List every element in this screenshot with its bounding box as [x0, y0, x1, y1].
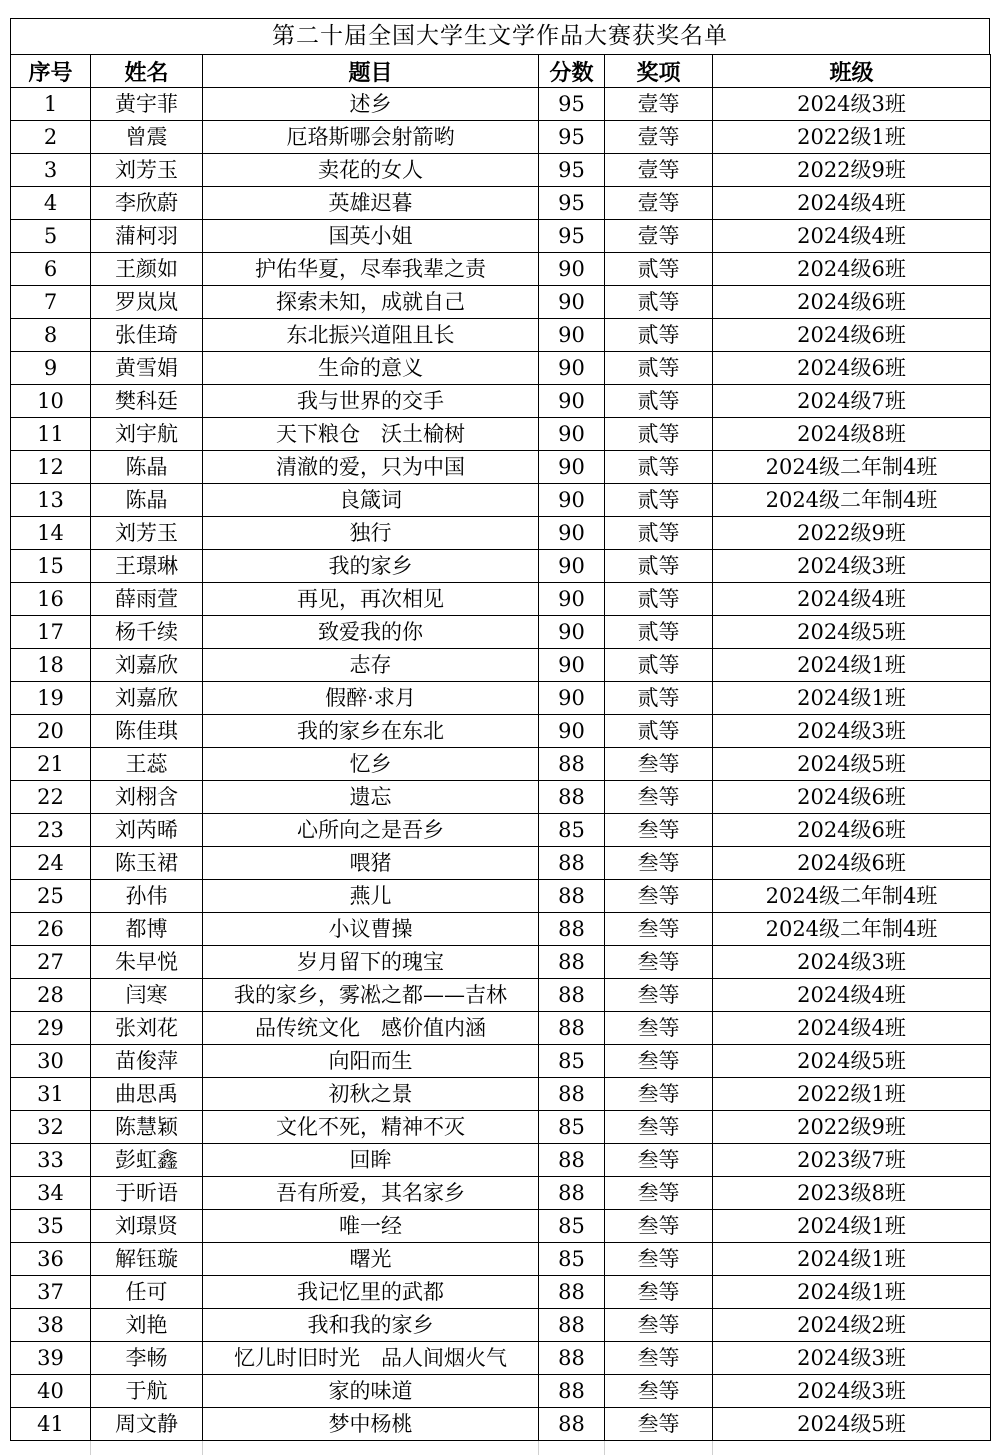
cell-score: 85	[539, 1210, 605, 1243]
cell-score: 88	[539, 781, 605, 814]
cell-topic: 再见，再次相见	[203, 583, 539, 616]
table-row	[11, 121, 991, 154]
cell-score: 95	[539, 220, 605, 253]
table-row	[11, 220, 991, 253]
header-topic: 题目	[203, 55, 539, 88]
cell-class: 2024级6班	[713, 253, 991, 286]
cell-index: 20	[11, 715, 91, 748]
table-tail	[11, 1441, 991, 1455]
cell-score: 90	[539, 715, 605, 748]
cell-award: 贰等	[605, 286, 713, 319]
table-row	[11, 1144, 991, 1177]
table-row	[11, 682, 991, 715]
cell-index: 19	[11, 682, 91, 715]
cell-topic: 英雄迟暮	[203, 187, 539, 220]
cell-score: 88	[539, 1177, 605, 1210]
table-row	[11, 253, 991, 286]
cell-name: 张佳琦	[91, 319, 203, 352]
cell-topic: 向阳而生	[203, 1045, 539, 1078]
cell-topic: 生命的意义	[203, 352, 539, 385]
cell-award: 壹等	[605, 121, 713, 154]
cell-class: 2022级9班	[713, 1111, 991, 1144]
table-row	[11, 517, 991, 550]
cell-score: 88	[539, 979, 605, 1012]
cell-award: 贰等	[605, 451, 713, 484]
cell-index: 32	[11, 1111, 91, 1144]
cell-award: 叁等	[605, 1342, 713, 1375]
cell-award: 叁等	[605, 1177, 713, 1210]
cell-award: 壹等	[605, 220, 713, 253]
table-row	[11, 1342, 991, 1375]
cell-score: 90	[539, 418, 605, 451]
cell-class: 2024级4班	[713, 979, 991, 1012]
cell-topic: 吾有所爱，其名家乡	[203, 1177, 539, 1210]
cell-topic: 回眸	[203, 1144, 539, 1177]
cell-name: 任可	[91, 1276, 203, 1309]
cell-class: 2024级6班	[713, 286, 991, 319]
cell-index: 22	[11, 781, 91, 814]
cell-topic: 我与世界的交手	[203, 385, 539, 418]
cell-score: 88	[539, 1309, 605, 1342]
cell-name: 刘芳玉	[91, 517, 203, 550]
cell-topic: 忆乡	[203, 748, 539, 781]
cell-score: 90	[539, 616, 605, 649]
cell-name: 黄雪娟	[91, 352, 203, 385]
cell-name: 张刘花	[91, 1012, 203, 1045]
cell-topic: 曙光	[203, 1243, 539, 1276]
table-row	[11, 88, 991, 121]
cell-score: 88	[539, 1408, 605, 1441]
cell-topic: 喂猪	[203, 847, 539, 880]
cell-name: 刘璟贤	[91, 1210, 203, 1243]
cell-class: 2024级3班	[713, 946, 991, 979]
cell-award: 叁等	[605, 1045, 713, 1078]
cell-name: 都博	[91, 913, 203, 946]
cell-index: 9	[11, 352, 91, 385]
cell-award: 壹等	[605, 187, 713, 220]
cell-name: 于航	[91, 1375, 203, 1408]
cell-topic: 忆儿时旧时光 品人间烟火气	[203, 1342, 539, 1375]
table-row	[11, 484, 991, 517]
table-row	[11, 319, 991, 352]
cell-class: 2024级4班	[713, 1012, 991, 1045]
cell-class: 2024级6班	[713, 814, 991, 847]
cell-class: 2024级二年制4班	[713, 484, 991, 517]
table-row	[11, 1111, 991, 1144]
cell-award: 壹等	[605, 154, 713, 187]
cell-name: 杨千续	[91, 616, 203, 649]
cell-name: 陈玉裙	[91, 847, 203, 880]
cell-score: 88	[539, 1342, 605, 1375]
cell-topic: 我和我的家乡	[203, 1309, 539, 1342]
cell-award: 叁等	[605, 1408, 713, 1441]
cell-class: 2024级1班	[713, 682, 991, 715]
cell-score: 95	[539, 121, 605, 154]
cell-score: 88	[539, 1276, 605, 1309]
cell-class: 2024级6班	[713, 352, 991, 385]
cell-name: 彭虹鑫	[91, 1144, 203, 1177]
cell-award: 贰等	[605, 253, 713, 286]
cell-score: 85	[539, 814, 605, 847]
table-body	[11, 88, 991, 1441]
table-row	[11, 418, 991, 451]
cell-topic: 梦中杨桃	[203, 1408, 539, 1441]
cell-index: 33	[11, 1144, 91, 1177]
cell-topic: 清澈的爱，只为中国	[203, 451, 539, 484]
cell-name: 王颜如	[91, 253, 203, 286]
table-row	[11, 814, 991, 847]
cell-class: 2024级2班	[713, 1309, 991, 1342]
cell-topic: 燕儿	[203, 880, 539, 913]
cell-class: 2024级4班	[713, 220, 991, 253]
cell-topic: 心所向之是吾乡	[203, 814, 539, 847]
cell-topic: 遗忘	[203, 781, 539, 814]
cell-score: 90	[539, 682, 605, 715]
table-row	[11, 913, 991, 946]
cell-topic: 我的家乡	[203, 550, 539, 583]
cell-class: 2023级8班	[713, 1177, 991, 1210]
cell-class: 2024级5班	[713, 1408, 991, 1441]
cell-award: 叁等	[605, 1210, 713, 1243]
table-row	[11, 1210, 991, 1243]
cell-score: 88	[539, 946, 605, 979]
cell-topic: 文化不死，精神不灭	[203, 1111, 539, 1144]
cell-score: 95	[539, 88, 605, 121]
cell-class: 2024级1班	[713, 1243, 991, 1276]
cell-topic: 良箴词	[203, 484, 539, 517]
cell-index: 37	[11, 1276, 91, 1309]
cell-index: 23	[11, 814, 91, 847]
cell-name: 李畅	[91, 1342, 203, 1375]
cell-index: 40	[11, 1375, 91, 1408]
cell-name: 陈晶	[91, 451, 203, 484]
cell-class: 2024级二年制4班	[713, 880, 991, 913]
table-row	[11, 946, 991, 979]
cell-class: 2024级3班	[713, 1342, 991, 1375]
cell-topic: 述乡	[203, 88, 539, 121]
cell-index: 39	[11, 1342, 91, 1375]
cell-award: 叁等	[605, 1375, 713, 1408]
cell-name: 蒲柯羽	[91, 220, 203, 253]
cell-award: 贰等	[605, 484, 713, 517]
cell-class: 2024级5班	[713, 616, 991, 649]
table-row	[11, 1012, 991, 1045]
table-row	[11, 616, 991, 649]
table-row	[11, 385, 991, 418]
cell-name: 刘芮晞	[91, 814, 203, 847]
cell-index: 36	[11, 1243, 91, 1276]
cell-score: 90	[539, 352, 605, 385]
cell-score: 90	[539, 649, 605, 682]
cell-name: 曾震	[91, 121, 203, 154]
table-row	[11, 286, 991, 319]
cell-name: 王蕊	[91, 748, 203, 781]
table-row	[11, 1243, 991, 1276]
cell-score: 90	[539, 253, 605, 286]
header-name: 姓名	[91, 55, 203, 88]
cell-score: 88	[539, 1012, 605, 1045]
cell-class: 2024级7班	[713, 385, 991, 418]
cell-score: 95	[539, 154, 605, 187]
cell-score: 88	[539, 1375, 605, 1408]
table-row	[11, 187, 991, 220]
cell-class: 2024级5班	[713, 1045, 991, 1078]
table-row	[11, 1375, 991, 1408]
cell-name: 陈晶	[91, 484, 203, 517]
cell-name: 曲思禹	[91, 1078, 203, 1111]
cell-class: 2024级1班	[713, 1210, 991, 1243]
cell-class: 2023级7班	[713, 1144, 991, 1177]
cell-name: 周文静	[91, 1408, 203, 1441]
cell-topic: 岁月留下的瑰宝	[203, 946, 539, 979]
header-row	[11, 55, 991, 88]
cell-name: 刘嘉欣	[91, 682, 203, 715]
cell-score: 88	[539, 1144, 605, 1177]
header-index: 序号	[11, 55, 91, 88]
cell-score: 90	[539, 385, 605, 418]
cell-class: 2024级1班	[713, 1276, 991, 1309]
cell-score: 90	[539, 484, 605, 517]
cell-index: 15	[11, 550, 91, 583]
cell-name: 陈慧颖	[91, 1111, 203, 1144]
cell-index: 12	[11, 451, 91, 484]
cell-award: 贰等	[605, 418, 713, 451]
cell-award: 贰等	[605, 715, 713, 748]
table-row	[11, 352, 991, 385]
cell-name: 刘艳	[91, 1309, 203, 1342]
cell-award: 贰等	[605, 550, 713, 583]
cell-award: 叁等	[605, 748, 713, 781]
cell-index: 24	[11, 847, 91, 880]
table-row	[11, 1078, 991, 1111]
cell-award: 叁等	[605, 880, 713, 913]
cell-class: 2024级8班	[713, 418, 991, 451]
table-row	[11, 1309, 991, 1342]
cell-class: 2024级6班	[713, 781, 991, 814]
cell-award: 叁等	[605, 1012, 713, 1045]
cell-topic: 探索未知，成就自己	[203, 286, 539, 319]
table-row	[11, 847, 991, 880]
cell-class: 2022级1班	[713, 121, 991, 154]
header-class: 班级	[713, 55, 991, 88]
cell-award: 叁等	[605, 1078, 713, 1111]
cell-index: 26	[11, 913, 91, 946]
cell-score: 90	[539, 286, 605, 319]
cell-name: 陈佳琪	[91, 715, 203, 748]
cell-score: 95	[539, 187, 605, 220]
cell-index: 31	[11, 1078, 91, 1111]
cell-index: 17	[11, 616, 91, 649]
cell-topic: 初秋之景	[203, 1078, 539, 1111]
cell-award: 壹等	[605, 88, 713, 121]
cell-topic: 卖花的女人	[203, 154, 539, 187]
cell-name: 于昕语	[91, 1177, 203, 1210]
header-score: 分数	[539, 55, 605, 88]
cell-award: 贰等	[605, 385, 713, 418]
cell-class: 2024级6班	[713, 847, 991, 880]
table-row	[11, 1408, 991, 1441]
table-row	[11, 649, 991, 682]
cell-name: 刘栩含	[91, 781, 203, 814]
sheet-title: 第二十届全国大学生文学作品大赛获奖名单	[10, 18, 990, 54]
cell-class: 2022级9班	[713, 154, 991, 187]
cell-name: 罗岚岚	[91, 286, 203, 319]
cell-award: 叁等	[605, 946, 713, 979]
cell-class: 2024级二年制4班	[713, 913, 991, 946]
cell-class: 2024级3班	[713, 715, 991, 748]
cell-class: 2024级5班	[713, 748, 991, 781]
table-row	[11, 1045, 991, 1078]
cell-class: 2024级1班	[713, 649, 991, 682]
cell-award: 叁等	[605, 847, 713, 880]
cell-score: 90	[539, 319, 605, 352]
cell-award: 贰等	[605, 682, 713, 715]
cell-score: 85	[539, 1045, 605, 1078]
cell-topic: 唯一经	[203, 1210, 539, 1243]
cell-award: 贰等	[605, 583, 713, 616]
cell-index: 29	[11, 1012, 91, 1045]
cell-index: 13	[11, 484, 91, 517]
cell-score: 88	[539, 913, 605, 946]
table-row	[11, 451, 991, 484]
table-row	[11, 154, 991, 187]
cell-award: 叁等	[605, 1111, 713, 1144]
cell-name: 孙伟	[91, 880, 203, 913]
cell-award: 叁等	[605, 781, 713, 814]
cell-award: 贰等	[605, 319, 713, 352]
cell-topic: 假醉·求月	[203, 682, 539, 715]
cell-score: 90	[539, 451, 605, 484]
cell-name: 刘宇航	[91, 418, 203, 451]
cell-index: 35	[11, 1210, 91, 1243]
cell-class: 2024级3班	[713, 1375, 991, 1408]
cell-class: 2022级9班	[713, 517, 991, 550]
cell-index: 21	[11, 748, 91, 781]
table-row	[11, 1177, 991, 1210]
cell-topic: 致爱我的你	[203, 616, 539, 649]
header-award: 奖项	[605, 55, 713, 88]
cell-topic: 国英小姐	[203, 220, 539, 253]
cell-index: 16	[11, 583, 91, 616]
cell-topic: 天下粮仓 沃土榆树	[203, 418, 539, 451]
cell-class: 2024级4班	[713, 187, 991, 220]
cell-award: 叁等	[605, 1276, 713, 1309]
cell-class: 2024级4班	[713, 583, 991, 616]
table-row	[11, 550, 991, 583]
cell-index: 8	[11, 319, 91, 352]
cell-index: 38	[11, 1309, 91, 1342]
cell-class: 2024级6班	[713, 319, 991, 352]
cell-index: 7	[11, 286, 91, 319]
cell-class: 2024级3班	[713, 550, 991, 583]
award-sheet	[10, 18, 990, 1455]
cell-award: 贰等	[605, 517, 713, 550]
table-row	[11, 715, 991, 748]
cell-score: 88	[539, 1078, 605, 1111]
cell-award: 叁等	[605, 814, 713, 847]
cell-score: 90	[539, 583, 605, 616]
cell-index: 30	[11, 1045, 91, 1078]
cell-index: 14	[11, 517, 91, 550]
cell-index: 18	[11, 649, 91, 682]
cell-topic: 我记忆里的武都	[203, 1276, 539, 1309]
cell-topic: 独行	[203, 517, 539, 550]
cell-name: 薛雨萱	[91, 583, 203, 616]
cell-index: 6	[11, 253, 91, 286]
cell-name: 刘芳玉	[91, 154, 203, 187]
cell-topic: 东北振兴道阻且长	[203, 319, 539, 352]
cell-score: 88	[539, 880, 605, 913]
cell-award: 叁等	[605, 1144, 713, 1177]
cell-score: 85	[539, 1243, 605, 1276]
cell-topic: 品传统文化 感价值内涵	[203, 1012, 539, 1045]
cell-name: 李欣蔚	[91, 187, 203, 220]
cell-award: 贰等	[605, 649, 713, 682]
cell-topic: 家的味道	[203, 1375, 539, 1408]
cell-score: 90	[539, 550, 605, 583]
cell-topic: 护佑华夏，尽奉我辈之责	[203, 253, 539, 286]
cell-index: 41	[11, 1408, 91, 1441]
table-row	[11, 748, 991, 781]
cell-index: 10	[11, 385, 91, 418]
cell-name: 樊科廷	[91, 385, 203, 418]
cell-name: 黄宇菲	[91, 88, 203, 121]
cell-name: 解钰璇	[91, 1243, 203, 1276]
cell-topic: 我的家乡在东北	[203, 715, 539, 748]
cell-index: 28	[11, 979, 91, 1012]
cell-score: 88	[539, 748, 605, 781]
cell-award: 叁等	[605, 979, 713, 1012]
cell-index: 2	[11, 121, 91, 154]
award-table	[10, 54, 991, 1455]
cell-index: 11	[11, 418, 91, 451]
cell-index: 34	[11, 1177, 91, 1210]
cell-index: 27	[11, 946, 91, 979]
cell-score: 90	[539, 517, 605, 550]
cell-award: 叁等	[605, 1309, 713, 1342]
cell-name: 朱早悦	[91, 946, 203, 979]
cell-index: 25	[11, 880, 91, 913]
table-row	[11, 583, 991, 616]
cell-score: 85	[539, 1111, 605, 1144]
cell-index: 4	[11, 187, 91, 220]
table-row	[11, 880, 991, 913]
cell-name: 闫寒	[91, 979, 203, 1012]
table-row	[11, 781, 991, 814]
table-row	[11, 1276, 991, 1309]
cell-name: 刘嘉欣	[91, 649, 203, 682]
cell-class: 2022级1班	[713, 1078, 991, 1111]
cell-award: 叁等	[605, 913, 713, 946]
cell-name: 苗俊萍	[91, 1045, 203, 1078]
table-row	[11, 979, 991, 1012]
cell-award: 贰等	[605, 616, 713, 649]
cell-class: 2024级3班	[713, 88, 991, 121]
cell-topic: 志存	[203, 649, 539, 682]
cell-name: 王璟琳	[91, 550, 203, 583]
cell-index: 3	[11, 154, 91, 187]
cell-award: 贰等	[605, 352, 713, 385]
cell-topic: 厄珞斯哪会射箭哟	[203, 121, 539, 154]
cell-topic: 小议曹操	[203, 913, 539, 946]
cell-topic: 我的家乡，雾凇之都——吉林	[203, 979, 539, 1012]
cell-class: 2024级二年制4班	[713, 451, 991, 484]
cell-score: 88	[539, 847, 605, 880]
cell-index: 5	[11, 220, 91, 253]
cell-award: 叁等	[605, 1243, 713, 1276]
cell-index: 1	[11, 88, 91, 121]
